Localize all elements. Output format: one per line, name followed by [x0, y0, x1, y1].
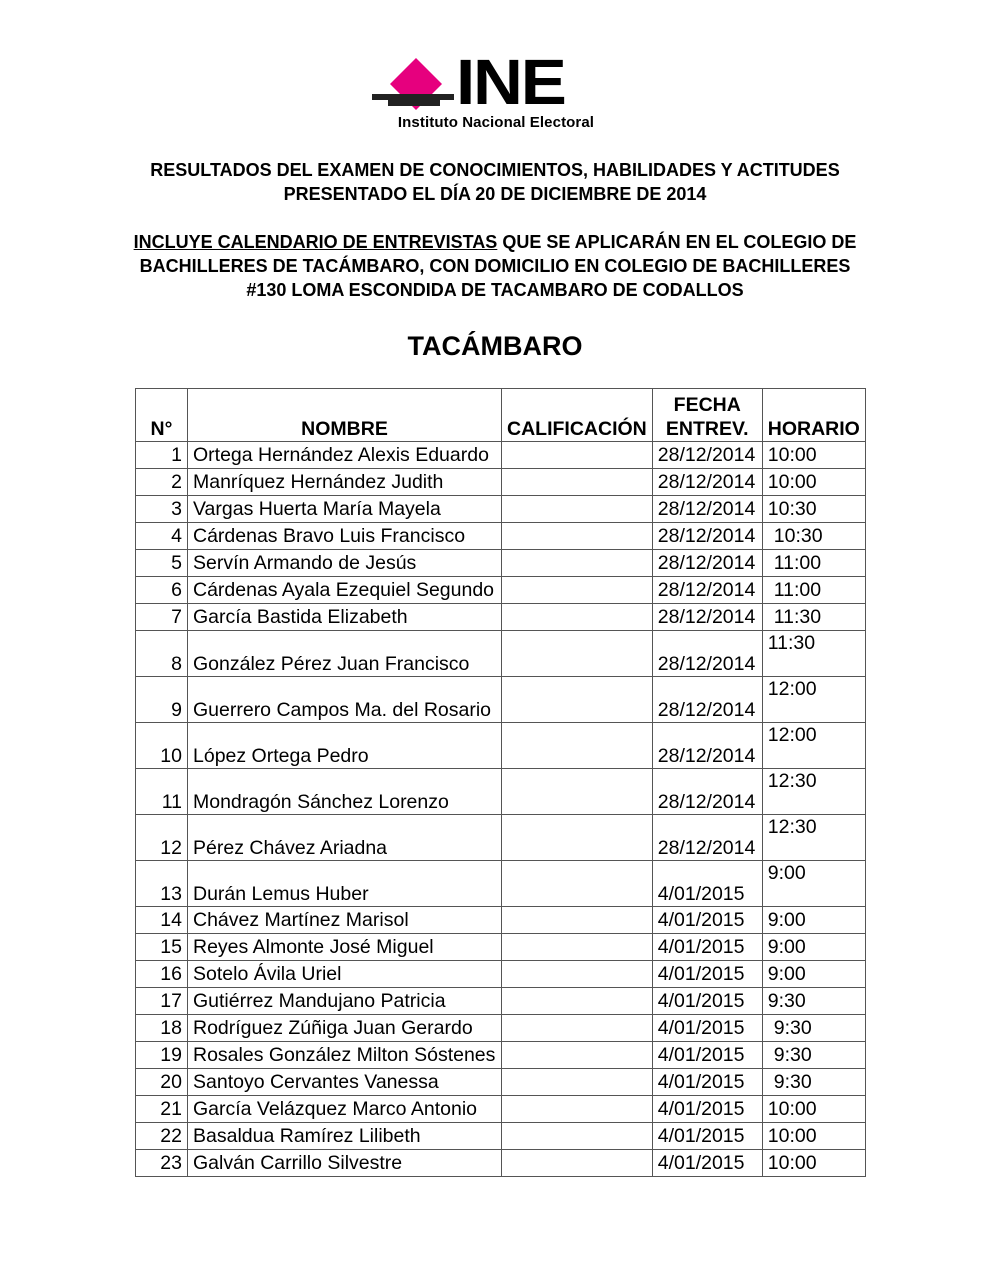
- row-number: 21: [136, 1096, 188, 1123]
- row-horario: [762, 907, 865, 934]
- row-number: 16: [136, 961, 188, 988]
- row-number: 7: [136, 604, 188, 631]
- table-body: [136, 442, 866, 1177]
- row-horario: [762, 815, 865, 861]
- row-calificacion: [502, 677, 653, 723]
- row-horario-value: 10:30: [767, 498, 817, 520]
- row-nombre: Rodríguez Zúñiga Juan Gerardo: [188, 1015, 502, 1042]
- row-horario-value: 9:00: [767, 936, 806, 958]
- row-number: 4: [136, 523, 188, 550]
- header-fecha-line1: FECHA: [673, 394, 741, 416]
- row-nombre: Gutiérrez Mandujano Patricia: [188, 988, 502, 1015]
- table-row: [136, 631, 866, 677]
- row-horario: [762, 604, 865, 631]
- row-horario: [762, 631, 865, 677]
- header-horario: HORARIO: [762, 389, 865, 442]
- header-calificacion: CALIFICACIÓN: [502, 389, 653, 442]
- row-horario: [762, 1069, 865, 1096]
- row-fecha: 28/12/2014: [652, 496, 762, 523]
- row-nombre: Reyes Almonte José Miguel: [188, 934, 502, 961]
- interview-heading-line1: [100, 230, 890, 254]
- row-number: 6: [136, 577, 188, 604]
- row-horario: [762, 769, 865, 815]
- row-number: 3: [136, 496, 188, 523]
- row-calificacion: [502, 604, 653, 631]
- row-number: 23: [136, 1150, 188, 1177]
- row-horario-value: 11:30: [767, 632, 816, 654]
- row-fecha: 28/12/2014: [652, 577, 762, 604]
- row-nombre: López Ortega Pedro: [188, 723, 502, 769]
- table-row: [136, 934, 866, 961]
- row-horario-value: 10:30: [773, 525, 823, 547]
- table-row: [136, 496, 866, 523]
- row-horario: [762, 523, 865, 550]
- row-calificacion: [502, 907, 653, 934]
- row-calificacion: [502, 934, 653, 961]
- row-calificacion: [502, 1069, 653, 1096]
- table-header-row: [136, 389, 866, 442]
- row-calificacion: [502, 496, 653, 523]
- table-row: [136, 1042, 866, 1069]
- row-horario-value: 12:30: [767, 816, 817, 838]
- row-nombre: Rosales González Milton Sóstenes: [188, 1042, 502, 1069]
- row-nombre: Sotelo Ávila Uriel: [188, 961, 502, 988]
- table-row: [136, 988, 866, 1015]
- row-fecha: 28/12/2014: [652, 469, 762, 496]
- row-fecha: 28/12/2014: [652, 677, 762, 723]
- table-row: [136, 442, 866, 469]
- row-number: 18: [136, 1015, 188, 1042]
- interview-heading: [100, 230, 890, 302]
- row-horario-value: 12:30: [767, 770, 817, 792]
- row-number: 12: [136, 815, 188, 861]
- results-table: [135, 388, 866, 1177]
- row-horario: [762, 988, 865, 1015]
- table-row: [136, 815, 866, 861]
- row-fecha: 4/01/2015: [652, 1150, 762, 1177]
- row-horario-value: 11:00: [773, 579, 822, 601]
- table-row: [136, 550, 866, 577]
- row-number: 14: [136, 907, 188, 934]
- row-horario-value: 9:30: [773, 1071, 812, 1093]
- row-calificacion: [502, 861, 653, 907]
- row-horario: [762, 961, 865, 988]
- row-number: 10: [136, 723, 188, 769]
- row-horario-value: 9:00: [767, 862, 806, 884]
- header-nombre: NOMBRE: [188, 389, 502, 442]
- row-horario-value: 10:00: [767, 1125, 817, 1147]
- row-fecha: 28/12/2014: [652, 523, 762, 550]
- table-row: [136, 677, 866, 723]
- row-nombre: Cárdenas Ayala Ezequiel Segundo: [188, 577, 502, 604]
- row-fecha: 28/12/2014: [652, 604, 762, 631]
- row-fecha: 4/01/2015: [652, 961, 762, 988]
- row-horario-value: 9:30: [773, 1017, 812, 1039]
- row-calificacion: [502, 442, 653, 469]
- row-horario-value: 11:00: [773, 552, 822, 574]
- row-calificacion: [502, 988, 653, 1015]
- table-row: [136, 1069, 866, 1096]
- interview-heading-underlined: INCLUYE CALENDARIO DE ENTREVISTAS: [133, 232, 498, 252]
- row-nombre: Cárdenas Bravo Luis Francisco: [188, 523, 502, 550]
- header-fecha: [652, 389, 762, 442]
- row-fecha: 28/12/2014: [652, 723, 762, 769]
- table-row: [136, 469, 866, 496]
- row-fecha: 4/01/2015: [652, 988, 762, 1015]
- row-horario-value: 9:00: [767, 909, 806, 931]
- row-nombre: Vargas Huerta María Mayela: [188, 496, 502, 523]
- table-row: [136, 961, 866, 988]
- row-calificacion: [502, 577, 653, 604]
- row-horario-value: 12:00: [767, 678, 817, 700]
- row-calificacion: [502, 961, 653, 988]
- results-heading-line1: RESULTADOS DEL EXAMEN DE CONOCIMIENTOS, HABILIDADES Y ACTITUDES: [150, 160, 840, 180]
- row-calificacion: [502, 469, 653, 496]
- row-horario: [762, 550, 865, 577]
- row-calificacion: [502, 523, 653, 550]
- row-horario-value: 10:00: [767, 444, 817, 466]
- table-row: [136, 1150, 866, 1177]
- interview-heading-line3: #130 LOMA ESCONDIDA DE TACAMBARO DE CODALLOS: [246, 280, 744, 300]
- row-calificacion: [502, 1150, 653, 1177]
- row-number: 2: [136, 469, 188, 496]
- row-calificacion: [502, 550, 653, 577]
- row-number: 20: [136, 1069, 188, 1096]
- row-nombre: Guerrero Campos Ma. del Rosario: [188, 677, 502, 723]
- row-calificacion: [502, 1042, 653, 1069]
- row-calificacion: [502, 723, 653, 769]
- row-calificacion: [502, 815, 653, 861]
- row-number: 1: [136, 442, 188, 469]
- row-horario-value: 9:00: [767, 963, 806, 985]
- row-number: 22: [136, 1123, 188, 1150]
- row-calificacion: [502, 769, 653, 815]
- row-number: 8: [136, 631, 188, 677]
- row-fecha: 28/12/2014: [652, 631, 762, 677]
- row-horario: [762, 1150, 865, 1177]
- row-number: 13: [136, 861, 188, 907]
- table-row: [136, 1096, 866, 1123]
- row-horario: [762, 677, 865, 723]
- row-nombre: Ortega Hernández Alexis Eduardo: [188, 442, 502, 469]
- table-row: [136, 769, 866, 815]
- row-fecha: 4/01/2015: [652, 1096, 762, 1123]
- ine-logo: [368, 46, 624, 136]
- table-row: [136, 723, 866, 769]
- header-fecha-line2: ENTREV.: [665, 418, 749, 440]
- row-nombre: Manríquez Hernández Judith: [188, 469, 502, 496]
- row-horario: [762, 934, 865, 961]
- row-calificacion: [502, 1096, 653, 1123]
- results-heading-line2: PRESENTADO EL DÍA 20 DE DICIEMBRE DE 2014: [283, 184, 707, 204]
- header-num: N°: [136, 389, 188, 442]
- row-horario: [762, 442, 865, 469]
- table-row: [136, 604, 866, 631]
- logo-word: INE: [456, 46, 565, 118]
- row-horario: [762, 469, 865, 496]
- logo-institution-name: Instituto Nacional Electoral: [397, 114, 595, 131]
- results-heading: [100, 158, 890, 206]
- row-nombre: Durán Lemus Huber: [188, 861, 502, 907]
- row-fecha: 28/12/2014: [652, 815, 762, 861]
- row-horario: [762, 1015, 865, 1042]
- row-fecha: 4/01/2015: [652, 861, 762, 907]
- row-horario-value: 10:00: [767, 1098, 817, 1120]
- row-nombre: Servín Armando de Jesús: [188, 550, 502, 577]
- interview-heading-rest: QUE SE APLICARÁN EN EL COLEGIO DE: [497, 232, 857, 252]
- table-row: [136, 523, 866, 550]
- row-horario: [762, 577, 865, 604]
- row-horario: [762, 861, 865, 907]
- ballot-box-icon: [368, 54, 458, 114]
- row-fecha: 4/01/2015: [652, 1015, 762, 1042]
- row-nombre: González Pérez Juan Francisco: [188, 631, 502, 677]
- row-fecha: 4/01/2015: [652, 1069, 762, 1096]
- row-number: 15: [136, 934, 188, 961]
- row-number: 11: [136, 769, 188, 815]
- row-horario-value: 10:00: [767, 471, 817, 493]
- row-number: 17: [136, 988, 188, 1015]
- row-horario: [762, 1042, 865, 1069]
- row-nombre: Chávez Martínez Marisol: [188, 907, 502, 934]
- table-row: [136, 577, 866, 604]
- row-number: 9: [136, 677, 188, 723]
- table-row: [136, 1015, 866, 1042]
- row-nombre: García Bastida Elizabeth: [188, 604, 502, 631]
- row-horario: [762, 496, 865, 523]
- row-number: 5: [136, 550, 188, 577]
- row-horario-value: 12:00: [767, 724, 817, 746]
- row-calificacion: [502, 1123, 653, 1150]
- row-fecha: 28/12/2014: [652, 769, 762, 815]
- table-row: [136, 1123, 866, 1150]
- row-nombre: Mondragón Sánchez Lorenzo: [188, 769, 502, 815]
- table-row: [136, 861, 866, 907]
- row-fecha: 4/01/2015: [652, 934, 762, 961]
- row-fecha: 4/01/2015: [652, 1123, 762, 1150]
- interview-heading-line2: BACHILLERES DE TACÁMBARO, CON DOMICILIO EN COLEGIO DE BACHILLERES: [139, 256, 851, 276]
- row-calificacion: [502, 1015, 653, 1042]
- row-fecha: 4/01/2015: [652, 907, 762, 934]
- row-horario: [762, 1123, 865, 1150]
- row-horario: [762, 723, 865, 769]
- region-title: TACÁMBARO: [407, 331, 583, 361]
- row-horario-value: 10:00: [767, 1152, 817, 1174]
- row-calificacion: [502, 631, 653, 677]
- row-fecha: 28/12/2014: [652, 550, 762, 577]
- table-row: [136, 907, 866, 934]
- row-fecha: 4/01/2015: [652, 1042, 762, 1069]
- row-fecha: 28/12/2014: [652, 442, 762, 469]
- row-horario: [762, 1096, 865, 1123]
- row-nombre: Galván Carrillo Silvestre: [188, 1150, 502, 1177]
- row-nombre: García Velázquez Marco Antonio: [188, 1096, 502, 1123]
- row-number: 19: [136, 1042, 188, 1069]
- row-horario-value: 11:30: [773, 606, 822, 628]
- row-nombre: Santoyo Cervantes Vanessa: [188, 1069, 502, 1096]
- row-nombre: Basaldua Ramírez Lilibeth: [188, 1123, 502, 1150]
- row-nombre: Pérez Chávez Ariadna: [188, 815, 502, 861]
- row-horario-value: 9:30: [767, 990, 806, 1012]
- row-horario-value: 9:30: [773, 1044, 812, 1066]
